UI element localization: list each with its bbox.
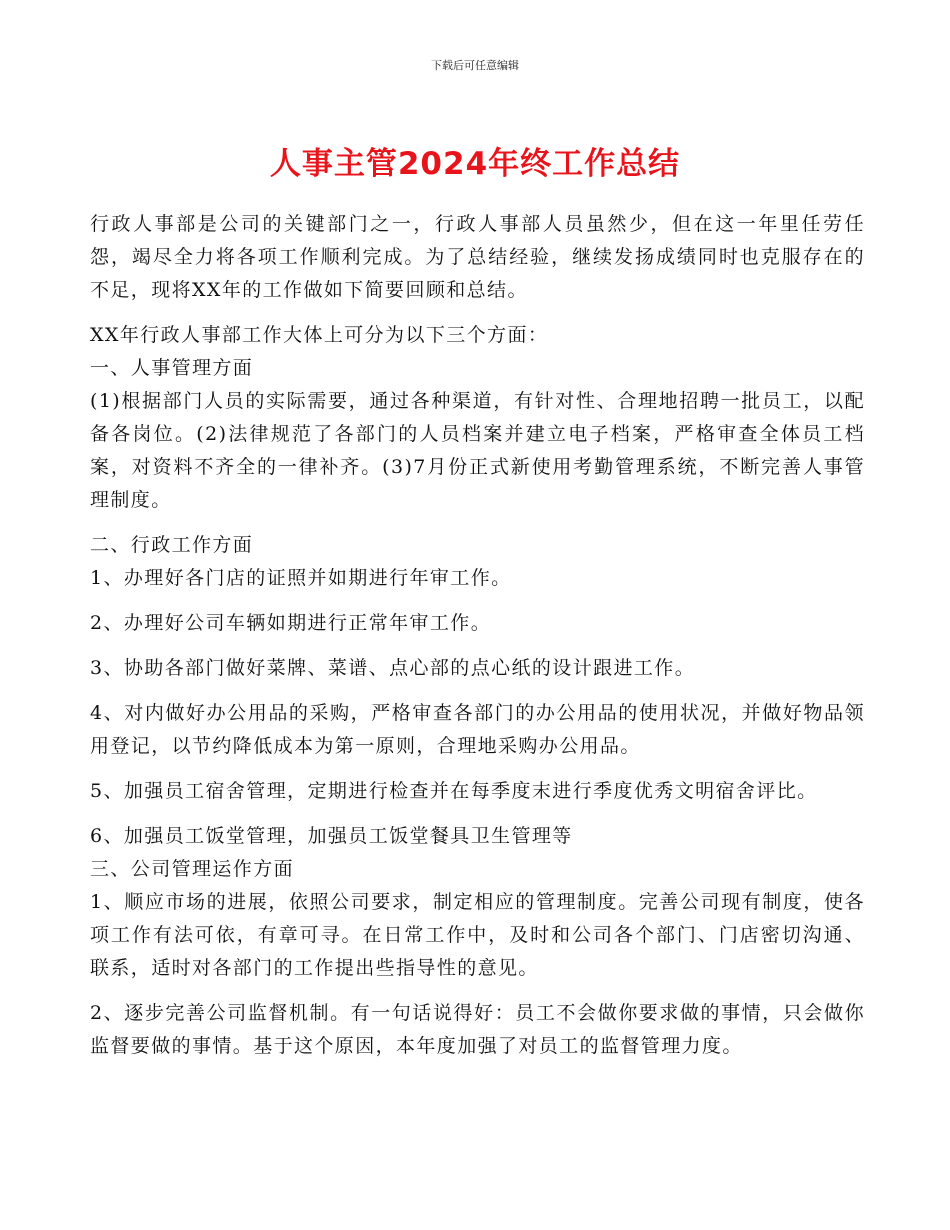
personnel-paragraph: (1)根据部门人员的实际需要，通过各种渠道，有针对性、合理地招聘一批员工，以配备各岗位。(2)法律规范了各部门的人员档案并建立电子档案，严格审查全体员工档案，对资料不齐全的一律补齐。(3)7月份正式新使用考勤管理系统，不断完善人事管理制度。: [90, 390, 865, 511]
admin-item-1: 1、办理好各门店的证照并如期进行年审工作。: [90, 567, 512, 589]
management-item-2: 2、逐步完善公司监督机制。有一句话说得好：员工不会做你要求做的事情，只会做你监督要做的事情。基于这个原因，本年度加强了对员工的监督管理力度。: [90, 1002, 865, 1057]
document-body: [90, 208, 865, 1063]
admin-item-2: 2、办理好公司车辆如期进行正常年审工作。: [90, 612, 492, 634]
admin-item-6: 6、加强员工饭堂管理，加强员工饭堂餐具卫生管理等: [90, 825, 573, 847]
section-heading-personnel: 一、人事管理方面: [90, 357, 254, 379]
section-heading-admin: 二、行政工作方面: [90, 534, 254, 556]
overview-paragraph: XX年行政人事部工作大体上可分为以下三个方面：: [90, 324, 549, 346]
section-heading-management: 三、公司管理运作方面: [90, 858, 295, 880]
admin-item-5: 5、加强员工宿舍管理，定期进行检查并在每季度末进行季度优秀文明宿舍评比。: [90, 780, 818, 802]
admin-item-4: 4、对内做好办公用品的采购，严格审查各部门的办公用品的使用状况，并做好物品领用登记，以节约降低成本为第一原则，合理地采购办公用品。: [90, 702, 865, 757]
admin-item-3: 3、协助各部门做好菜牌、菜谱、点心部的点心纸的设计跟进工作。: [90, 657, 696, 679]
header-note: 下载后可任意编辑: [431, 59, 519, 72]
management-item-1: 1、顺应市场的进展，依照公司要求，制定相应的管理制度。完善公司现有制度，使各项工作有法可依，有章可寻。在日常工作中，及时和公司各个部门、门店密切沟通、联系，适时对各部门的工作提出些指导性的意见。: [90, 891, 865, 979]
intro-paragraph: 行政人事部是公司的关键部门之一，行政人事部人员虽然少，但在这一年里任劳任怨，竭尽全力将各项工作顺利完成。为了总结经验，继续发扬成绩同时也克服存在的不足，现将XX年的工作做如下简要回顾和总结。: [90, 213, 865, 301]
document-title: 人事主管2024年终工作总结: [269, 146, 681, 182]
